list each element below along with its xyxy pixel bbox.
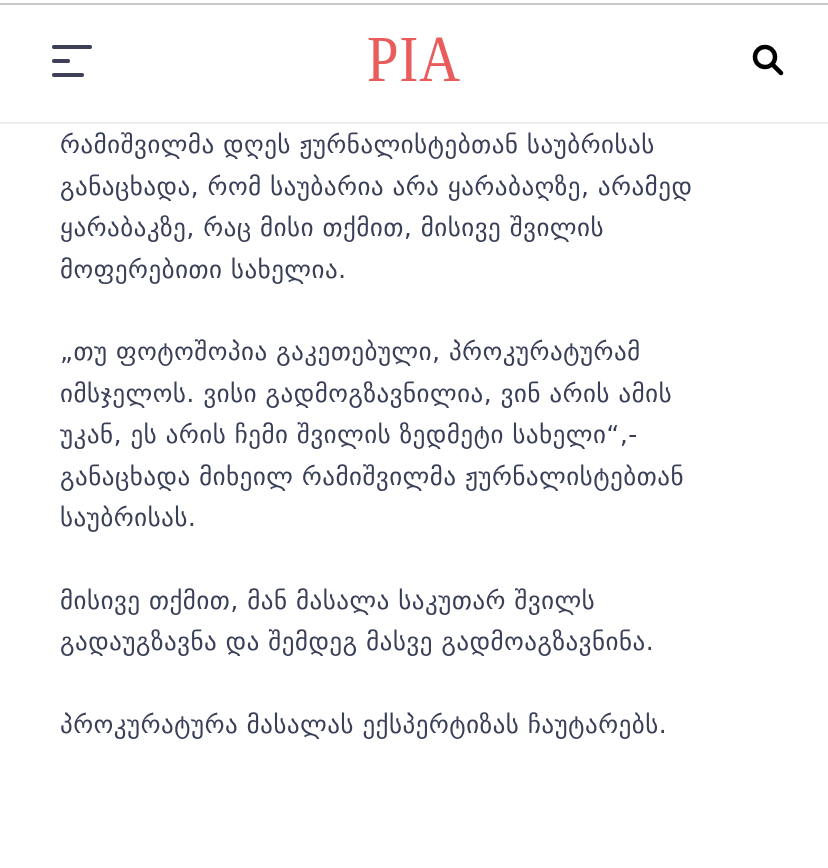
paragraph-clipped [60,786,760,827]
text-line: მოფერებითი სახელია. [60,254,347,284]
text-line: მისივე თქმით, მან მასალა საკუთარ შვილს [60,585,596,615]
text-line: საუბრისას. [60,503,197,532]
paragraph [60,124,760,290]
text-line: განაცხადა მიხეილ რამიშვილმა ჟურნალისტებთან [60,461,685,491]
search-button[interactable] [748,40,788,80]
paragraph [60,580,760,663]
text-line: ყარაბაკზე, რაც მისი თქმით, მისივე შვილის [60,213,605,242]
site-logo[interactable]: PIA [366,23,462,96]
text-line: პროკურატურა მასალას ექსპერტიზას ჩაუტარებს. [60,709,668,739]
text-line: იმსჯელოს. ვისი გადმოგზავნილია, ვინ არის ამის [60,378,673,408]
paragraph [60,704,760,746]
text-line: უკან, ეს არის ჩემი შვილის ზედმეტი სახელი“,- [60,420,638,449]
paragraph [60,331,760,539]
site-header [0,5,828,124]
text-line: რამიშვილმა დღეს ჟურნალისტებთან საუბრისას [60,130,655,159]
text-line: განაცხადა, რომ საუბარია არა ყარაბაღზე, არამედ [60,171,693,201]
text-line: „თუ ფოტოშოპია გაკეთებული, პროკურატურამ [60,337,641,366]
text-line: გადაუგზავნა და შემდეგ მასვე გადმოაგზავნინა. [60,627,655,656]
search-icon [748,40,788,80]
article-body [60,124,760,868]
